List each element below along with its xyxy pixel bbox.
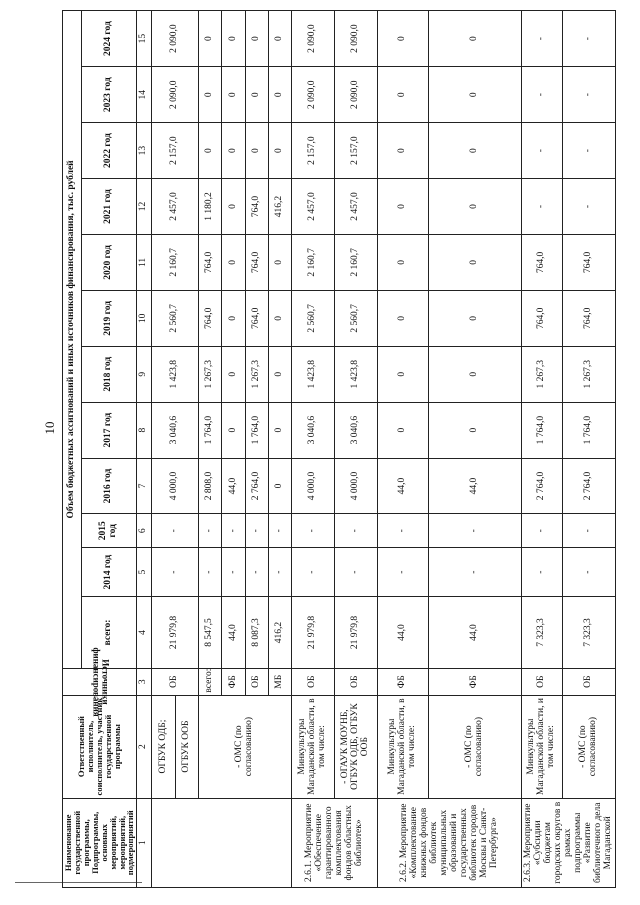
source-cell: ОБ — [245, 668, 268, 695]
total-cell: 21 979,8 — [152, 597, 199, 669]
executor-cell: - ОМС (по согласованию) — [563, 695, 616, 798]
value-cell: 0 — [378, 402, 429, 458]
value-cell: 1 267,3 — [522, 346, 563, 402]
value-cell: - — [522, 514, 563, 548]
value-cell: 4 000,0 — [292, 458, 335, 514]
value-cell: 0 — [245, 11, 268, 67]
value-cell: 2 160,7 — [335, 234, 378, 290]
value-cell: - — [222, 548, 245, 597]
value-cell: 0 — [429, 346, 522, 402]
value-cell: 764,0 — [199, 234, 222, 290]
value-cell: 1 423,8 — [335, 346, 378, 402]
value-cell: - — [522, 67, 563, 123]
header-total: всего: — [82, 597, 137, 669]
value-cell: 2 090,0 — [292, 67, 335, 123]
value-cell: - — [429, 548, 522, 597]
value-cell: 44,0 — [429, 458, 522, 514]
value-cell: 764,0 — [563, 234, 616, 290]
value-cell: 764,0 — [199, 290, 222, 346]
value-cell: 2 090,0 — [152, 11, 199, 67]
total-cell: 44,0 — [222, 597, 245, 669]
value-cell: - — [269, 514, 292, 548]
value-cell: 0 — [222, 123, 245, 179]
header-year: 2014 год — [82, 548, 137, 597]
value-cell: 0 — [269, 11, 292, 67]
source-cell: ОБ — [292, 668, 335, 695]
value-cell: - — [292, 514, 335, 548]
value-cell: - — [563, 514, 616, 548]
value-cell: 0 — [378, 234, 429, 290]
value-cell: 416,2 — [269, 179, 292, 235]
header-year: 2018 год — [82, 346, 137, 402]
value-cell: 0 — [199, 123, 222, 179]
total-cell: 8 547,5 — [199, 597, 222, 669]
header-year: 2023 год — [82, 67, 137, 123]
source-cell: ФБ — [222, 668, 245, 695]
value-cell: - — [222, 514, 245, 548]
column-number: 4 — [137, 597, 152, 669]
column-number: 14 — [137, 67, 152, 123]
value-cell: - — [563, 548, 616, 597]
value-cell: 0 — [269, 67, 292, 123]
value-cell: 0 — [269, 402, 292, 458]
value-cell: 2 764,0 — [245, 458, 268, 514]
value-cell: 0 — [269, 458, 292, 514]
value-cell: 2 160,7 — [292, 234, 335, 290]
column-number-row — [137, 11, 152, 888]
column-number: 1 — [137, 798, 152, 887]
value-cell: 0 — [429, 290, 522, 346]
source-cell: ФБ — [429, 668, 522, 695]
column-number: 7 — [137, 458, 152, 514]
value-cell: 0 — [222, 290, 245, 346]
value-cell: - — [152, 514, 199, 548]
column-number: 13 — [137, 123, 152, 179]
value-cell: 1 267,3 — [563, 346, 616, 402]
value-cell: 44,0 — [222, 458, 245, 514]
executor-cell: ОГБУК ОДБ; — [152, 695, 175, 798]
value-cell: 764,0 — [245, 290, 268, 346]
value-cell: 764,0 — [245, 179, 268, 235]
name-cell: 2.6.1. Мероприятие «Обеспечение гарантированного комплектования фондов областных библиотек» — [292, 798, 378, 887]
header-year: 2024 год — [82, 11, 137, 67]
value-cell: 0 — [429, 234, 522, 290]
value-cell: 2 764,0 — [522, 458, 563, 514]
value-cell: - — [563, 67, 616, 123]
value-cell: 0 — [222, 346, 245, 402]
value-cell: 1 180,2 — [199, 179, 222, 235]
header-year: 2021 год — [82, 179, 137, 235]
value-cell: 2 090,0 — [335, 11, 378, 67]
header-year: 2016 год — [82, 458, 137, 514]
table-row — [199, 11, 222, 888]
value-cell: 2 560,7 — [335, 290, 378, 346]
total-cell: 21 979,8 — [292, 597, 335, 669]
value-cell: 2 808,0 — [199, 458, 222, 514]
value-cell: - — [522, 548, 563, 597]
value-cell: 0 — [429, 402, 522, 458]
column-number: 15 — [137, 11, 152, 67]
executor-cell: ОГБУК ООБ — [175, 695, 198, 798]
value-cell: - — [335, 514, 378, 548]
value-cell: 764,0 — [563, 290, 616, 346]
source-cell: ОБ — [522, 668, 563, 695]
header-year: 2017 год — [82, 402, 137, 458]
value-cell: 0 — [378, 67, 429, 123]
value-cell: 0 — [429, 123, 522, 179]
column-number: 9 — [137, 346, 152, 402]
financing-table — [62, 10, 616, 888]
executor-cell: Минкультуры Магаданской области, в том числе: — [378, 695, 429, 798]
value-cell: - — [378, 548, 429, 597]
value-cell: 0 — [378, 179, 429, 235]
value-cell: 0 — [378, 290, 429, 346]
value-cell: 0 — [378, 123, 429, 179]
table-row — [522, 11, 563, 888]
total-cell: 7 323,3 — [522, 597, 563, 669]
value-cell: 2 457,0 — [335, 179, 378, 235]
total-cell: 7 323,3 — [563, 597, 616, 669]
value-cell: 0 — [378, 346, 429, 402]
total-cell: 416,2 — [269, 597, 292, 669]
page-number: 10 — [42, 421, 57, 435]
value-cell: - — [199, 548, 222, 597]
value-cell: 4 000,0 — [335, 458, 378, 514]
value-cell: 0 — [222, 11, 245, 67]
executor-cell: - ОМС (по согласованию) — [429, 695, 522, 798]
table-row — [378, 11, 429, 888]
value-cell: 1 764,0 — [563, 402, 616, 458]
value-cell: 44,0 — [378, 458, 429, 514]
header-year: 2019 год — [82, 290, 137, 346]
value-cell: - — [292, 548, 335, 597]
value-cell: 0 — [269, 234, 292, 290]
value-cell: 2 560,7 — [292, 290, 335, 346]
header-source-col: Источники финансирования — [63, 668, 137, 695]
value-cell: 3 040,6 — [335, 402, 378, 458]
value-cell: 1 423,8 — [152, 346, 199, 402]
value-cell: 1 267,3 — [245, 346, 268, 402]
header-name-col: Наименование государственной программы, Подпрограммы, основных мероприятий, мероприятий, подмероприятий — [63, 798, 137, 887]
value-cell: - — [245, 514, 268, 548]
table-row — [429, 11, 522, 888]
source-cell: ОБ — [563, 668, 616, 695]
column-number: 12 — [137, 179, 152, 235]
value-cell: - — [269, 548, 292, 597]
value-cell: 2 457,0 — [152, 179, 199, 235]
value-cell: - — [522, 11, 563, 67]
value-cell: - — [335, 548, 378, 597]
executor-cell: - ОГАУК МОУНБ, ОГБУК ОДБ, ОГБУК ООБ — [335, 695, 378, 798]
value-cell: 0 — [429, 11, 522, 67]
column-number: 5 — [137, 548, 152, 597]
table-row — [292, 11, 335, 888]
name-cell: 2.6.3. Мероприятие «Субсидии бюджетам городских округов в рамках подпрограммы «Развитие библиотечного дела Магаданской — [522, 798, 616, 887]
value-cell: 2 457,0 — [292, 179, 335, 235]
value-cell: 0 — [269, 346, 292, 402]
value-cell: 1 267,3 — [199, 346, 222, 402]
value-cell: 0 — [245, 123, 268, 179]
value-cell: 764,0 — [245, 234, 268, 290]
value-cell: 2 157,0 — [152, 123, 199, 179]
value-cell: 0 — [199, 11, 222, 67]
value-cell: 0 — [378, 11, 429, 67]
value-cell: - — [429, 514, 522, 548]
executor-cell: Минкультуры Магаданской области, в том числе: — [292, 695, 335, 798]
value-cell: - — [522, 179, 563, 235]
total-cell: 21 979,8 — [335, 597, 378, 669]
header-exec-col: Ответственный исполнитель, соисполнитель, участник государственной программы — [63, 695, 137, 798]
value-cell: 2 764,0 — [563, 458, 616, 514]
value-cell: 0 — [222, 67, 245, 123]
value-cell: - — [522, 123, 563, 179]
header-year: 2020 год — [82, 234, 137, 290]
value-cell: 0 — [269, 290, 292, 346]
value-cell: 1 423,8 — [292, 346, 335, 402]
column-number: 8 — [137, 402, 152, 458]
value-cell: - — [152, 548, 199, 597]
source-cell: МБ — [269, 668, 292, 695]
column-number: 2 — [137, 695, 152, 798]
column-number: 3 — [137, 668, 152, 695]
value-cell: 2 157,0 — [292, 123, 335, 179]
value-cell: 0 — [222, 402, 245, 458]
value-cell: 2 090,0 — [292, 11, 335, 67]
value-cell: 3 040,6 — [292, 402, 335, 458]
source-cell: ФБ — [378, 668, 429, 695]
value-cell: 3 040,6 — [152, 402, 199, 458]
value-cell: - — [563, 123, 616, 179]
total-cell: 44,0 — [429, 597, 522, 669]
header-volume-group: Объем бюджетных ассигнований и иных источников финансирования, тыс. рублей — [63, 11, 82, 669]
value-cell: 4 000,0 — [152, 458, 199, 514]
value-cell: 0 — [245, 67, 268, 123]
header-year: 2015 год — [82, 514, 137, 548]
value-cell: 0 — [429, 179, 522, 235]
value-cell: 2 160,7 — [152, 234, 199, 290]
column-number: 10 — [137, 290, 152, 346]
total-cell: 8 087,3 — [245, 597, 268, 669]
value-cell: - — [563, 11, 616, 67]
value-cell: - — [378, 514, 429, 548]
source-cell: ОБ — [335, 668, 378, 695]
executor-cell: Минкультуры Магаданской области, и том числе: — [522, 695, 563, 798]
column-number: 6 — [137, 514, 152, 548]
table-row — [152, 11, 175, 888]
value-cell: - — [245, 548, 268, 597]
total-cell: 44,0 — [378, 597, 429, 669]
value-cell: 1 764,0 — [199, 402, 222, 458]
value-cell: 0 — [222, 179, 245, 235]
value-cell: - — [563, 179, 616, 235]
source-cell: всего: — [199, 668, 222, 695]
value-cell: 764,0 — [522, 290, 563, 346]
value-cell: 0 — [269, 123, 292, 179]
rotated-table-wrapper — [62, 10, 613, 888]
name-cell — [152, 798, 292, 887]
table-row — [563, 11, 616, 888]
value-cell: 2 157,0 — [335, 123, 378, 179]
value-cell: - — [199, 514, 222, 548]
table-row — [335, 11, 378, 888]
value-cell: 764,0 — [522, 234, 563, 290]
value-cell: 0 — [199, 67, 222, 123]
column-number: 11 — [137, 234, 152, 290]
source-cell: ОБ — [152, 668, 199, 695]
value-cell: 0 — [222, 234, 245, 290]
value-cell: 2 090,0 — [335, 67, 378, 123]
value-cell: 2 090,0 — [152, 67, 199, 123]
value-cell: 1 764,0 — [245, 402, 268, 458]
value-cell: 0 — [429, 67, 522, 123]
executor-cell: - ОМС (по согласованию) — [199, 695, 292, 798]
value-cell: 1 764,0 — [522, 402, 563, 458]
name-cell: 2.6.2. Мероприятие «Комплектование книжных фондов библиотек муниципальных образований и государственных библиотек городов Москвы и Санкт-Петербурга» — [378, 798, 522, 887]
header-year: 2022 год — [82, 123, 137, 179]
value-cell: 2 560,7 — [152, 290, 199, 346]
